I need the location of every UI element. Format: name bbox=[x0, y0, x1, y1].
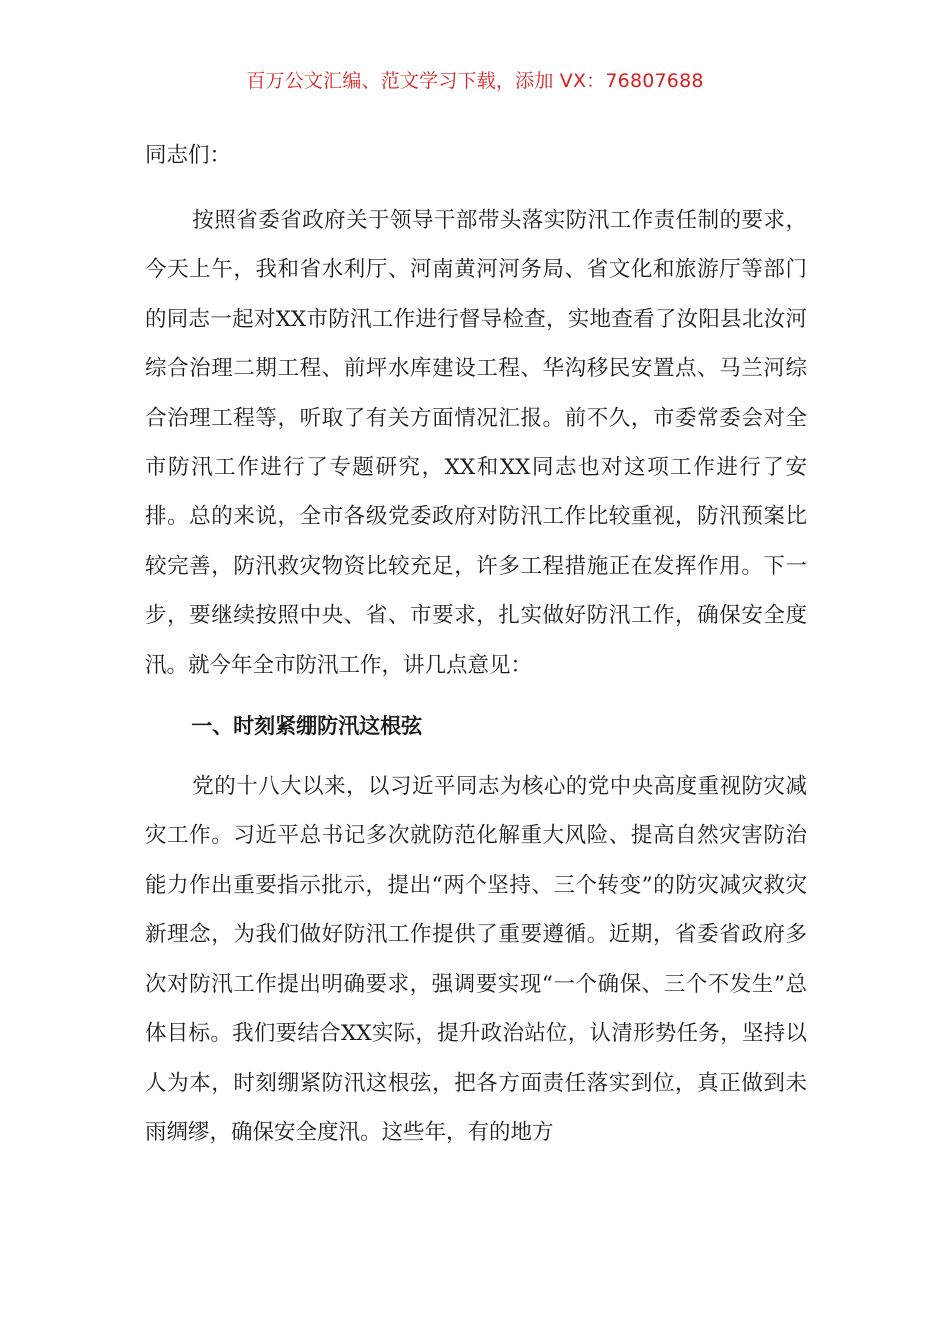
paragraph-intro: 按照省委省政府关于领导干部带头落实防汛工作责任制的要求，今天上午，我和省水利厅、河南黄河河务局、省文化和旅游厅等部门的同志一起对XX市防汛工作进行督导检查，实地查看了汝阳县北汝河综合治理二期工程、前坪水库建设工程、华沟移民安置点、马兰河综合治理工程等，听取了有关方面情况汇报。前不久，市委常委会对全市防汛工作进行了专题研究，XX和XX同志也对这项工作进行了安排。总的来说，全市各级党委政府对防汛工作比较重视，防汛预案比较完善，防汛救灾物资比较充足，许多工程措施正在发挥作用。下一步，要继续按照中央、省、市要求，扎实做好防汛工作，确保安全度汛。就今年全市防汛工作，讲几点意见： bbox=[145, 208, 807, 678]
salutation: 同志们： bbox=[145, 143, 232, 168]
document-body bbox=[145, 134, 807, 1157]
watermark-header: 百万公文汇编、范文学习下载，添加 VX：76807688 bbox=[246, 70, 704, 92]
paragraph-section-1: 党的十八大以来，以习近平同志为核心的党中央高度重视防灾减灾工作。习近平总书记多次就防范化解重大风险、提高自然灾害防治能力作出重要指示批示，提出“两个坚持、三个转变”的防灾减灾救灾新理念，为我们做好防汛工作提供了重要遵循。近期，省委省政府多次对防汛工作提出明确要求，强调要实现“一个确保、三个不发生”总体目标。我们要结合XX实际，提升政治站位，认清形势任务，坚持以人为本，时刻绷紧防汛这根弦，把各方面责任落实到位，真正做到未雨绸缪，确保安全度汛。这些年，有的地方 bbox=[145, 774, 807, 1145]
section-heading-1: 一、时刻紧绷防汛这根弦 bbox=[191, 714, 423, 739]
